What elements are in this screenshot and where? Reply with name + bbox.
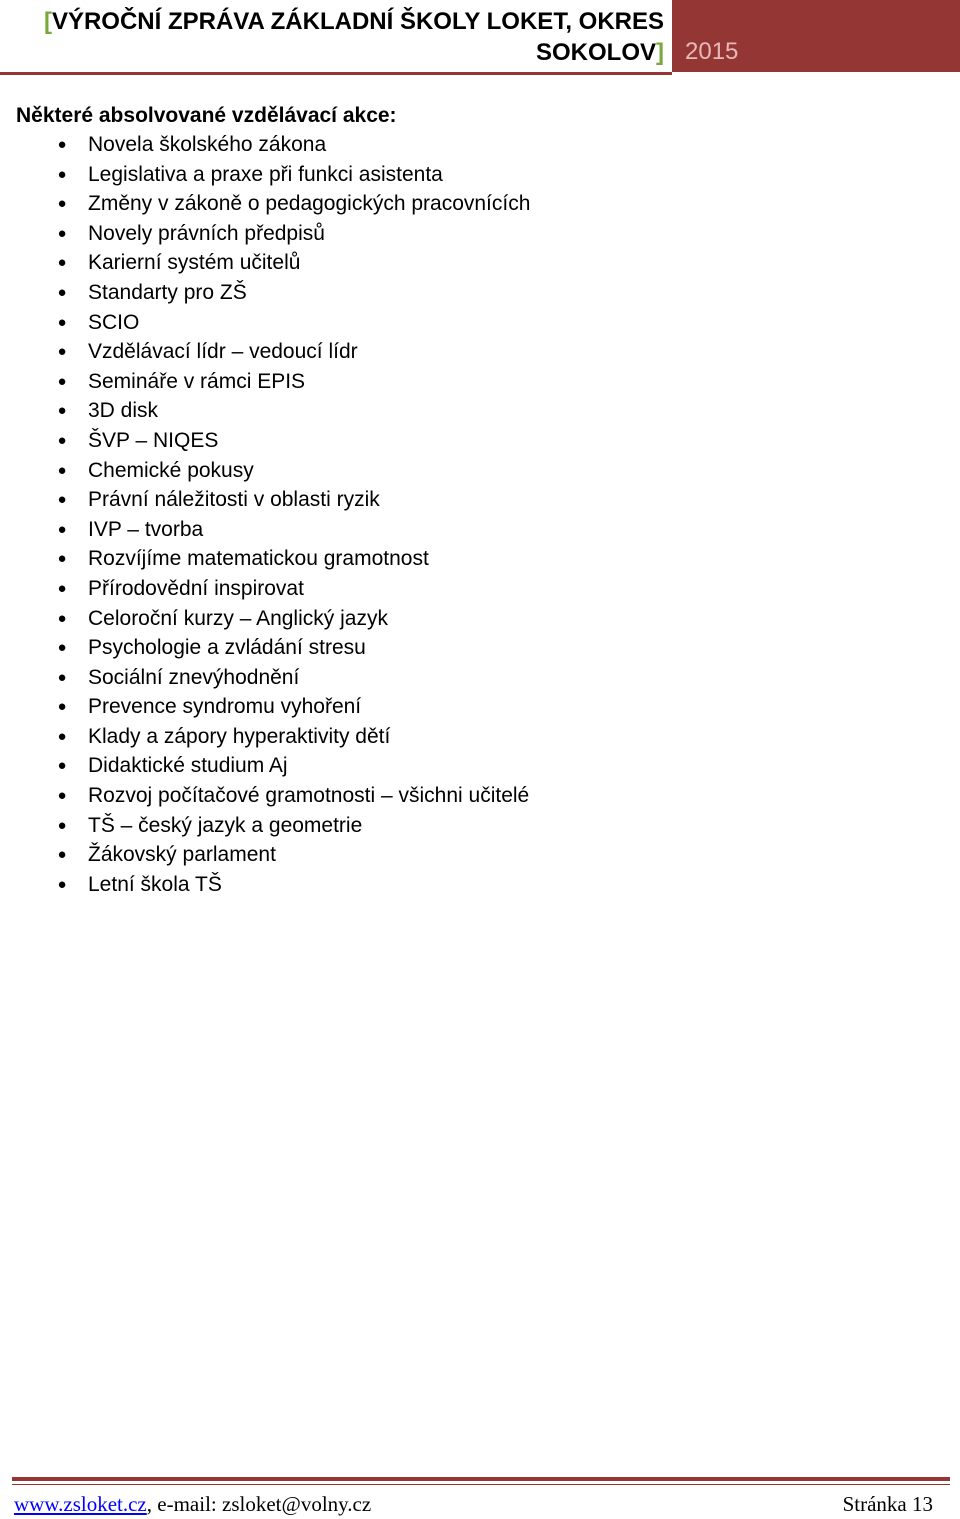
list-item [0,811,530,841]
list-item-label: Rozvoj počítačové gramotnosti – všichni učitelé [88,784,530,808]
list-item-label: Novely právních předpisů [88,221,325,245]
list-item [0,367,530,397]
list-item-label: IVP – tvorba [88,517,204,541]
report-title-line-1 [0,6,664,37]
list-item-label: Vzdělávací lídr – vedoucí lídr [88,340,358,364]
list-item-label: Přírodovědní inspirovat [88,576,304,600]
report-title [0,6,664,68]
bullet-icon: ● [57,520,67,538]
list-item-label: Standarty pro ZŠ [88,280,247,304]
list-item-label: Celoroční kurzy – Anglický jazyk [88,606,388,630]
bullet-icon: ● [57,402,67,420]
bullet-icon: ● [57,609,67,627]
bullet-icon: ● [57,579,67,597]
bullet-icon: ● [57,816,67,834]
list-item [0,396,530,426]
list-item-label: Didaktické studium Aj [88,754,288,778]
list-item-label: Klady a zápory hyperaktivity dětí [88,724,391,748]
list-item [0,219,530,249]
list-item [0,426,530,456]
email-prefix: , e-mail: [146,1492,222,1516]
list-item-label: Chemické pokusy [88,458,254,482]
footer-rule-thick [12,1477,950,1481]
bullet-icon: ● [57,846,67,864]
bullet-icon: ● [57,698,67,716]
footer-rule-thin [12,1484,950,1485]
report-title-line-2 [0,37,664,68]
list-item [0,515,530,545]
bullet-icon: ● [57,727,67,745]
bullet-icon: ● [57,283,67,301]
section-heading: Některé absolvované vzdělávací akce: [16,104,397,127]
list-item [0,574,530,604]
bullet-icon: ● [57,787,67,805]
title-text-line-1: VÝROČNÍ ZPRÁVA ZÁKLADNÍ ŠKOLY LOKET, OKRES [51,8,664,35]
list-item [0,189,530,219]
list-item [0,840,530,870]
list-item [0,337,530,367]
list-item-label: Letní škola TŠ [88,872,222,896]
list-item [0,248,530,278]
bullet-icon: ● [57,195,67,213]
list-item-label: Právní náležitosti v oblasti ryzik [88,488,380,512]
bullet-icon: ● [57,372,67,390]
list-item [0,160,530,190]
list-item-label: Novela školského zákona [88,133,327,156]
report-year: 2015 [685,38,739,65]
list-item-label: Žákovský parlament [88,843,276,867]
bullet-icon: ● [57,875,67,893]
list-item [0,485,530,515]
list-item-label: 3D disk [88,399,159,423]
list-item [0,870,530,900]
bullet-icon: ● [57,757,67,775]
list-item [0,722,530,752]
bullet-icon: ● [57,165,67,183]
bullet-icon: ● [57,343,67,361]
list-item [0,456,530,486]
course-list [0,130,530,899]
header-rule [0,72,672,75]
list-item [0,604,530,634]
list-item [0,633,530,663]
email-address: zsloket@volny.cz [222,1492,372,1516]
bullet-icon: ● [57,431,67,449]
list-item [0,781,530,811]
bullet-icon: ● [57,550,67,568]
list-item [0,692,530,722]
list-item [0,751,530,781]
list-item [0,663,530,693]
bullet-icon: ● [57,639,67,657]
title-bracket-open: [ [43,8,52,35]
list-item-label: Rozvíjíme matematickou gramotnost [88,547,429,571]
bullet-icon: ● [57,136,67,153]
list-item-label: Změny v zákoně o pedagogických pracovnících [88,192,531,216]
list-item [0,308,530,338]
footer-contact [14,1490,371,1518]
list-item-label: Sociální znevýhodnění [88,665,300,689]
bullet-icon: ● [57,491,67,509]
bullet-icon: ● [57,313,67,331]
list-item-label: SCIO [88,310,140,334]
list-item [0,130,530,160]
page-number: Stránka 13 [842,1492,933,1516]
list-item-label: TŠ – český jazyk a geometrie [88,813,363,837]
bullet-icon: ● [57,461,67,479]
list-item-label: Legislativa a praxe při funkci asistenta [88,162,443,186]
list-item [0,544,530,574]
title-text-line-2: SOKOLOV [535,39,656,66]
list-item [0,278,530,308]
list-item-label: Prevence syndromu vyhoření [88,695,362,719]
bullet-icon: ● [57,224,67,242]
list-item-label: ŠVP – NIQES [88,428,219,452]
website-link[interactable]: www.zsloket.cz [14,1492,147,1516]
title-bracket-close: ] [656,39,664,66]
list-item-label: Psychologie a zvládání stresu [88,636,366,660]
bullet-icon: ● [57,668,67,686]
list-item-label: Semináře v rámci EPIS [88,369,306,393]
bullet-icon: ● [57,254,67,272]
list-item-label: Karierní systém učitelů [88,251,301,275]
